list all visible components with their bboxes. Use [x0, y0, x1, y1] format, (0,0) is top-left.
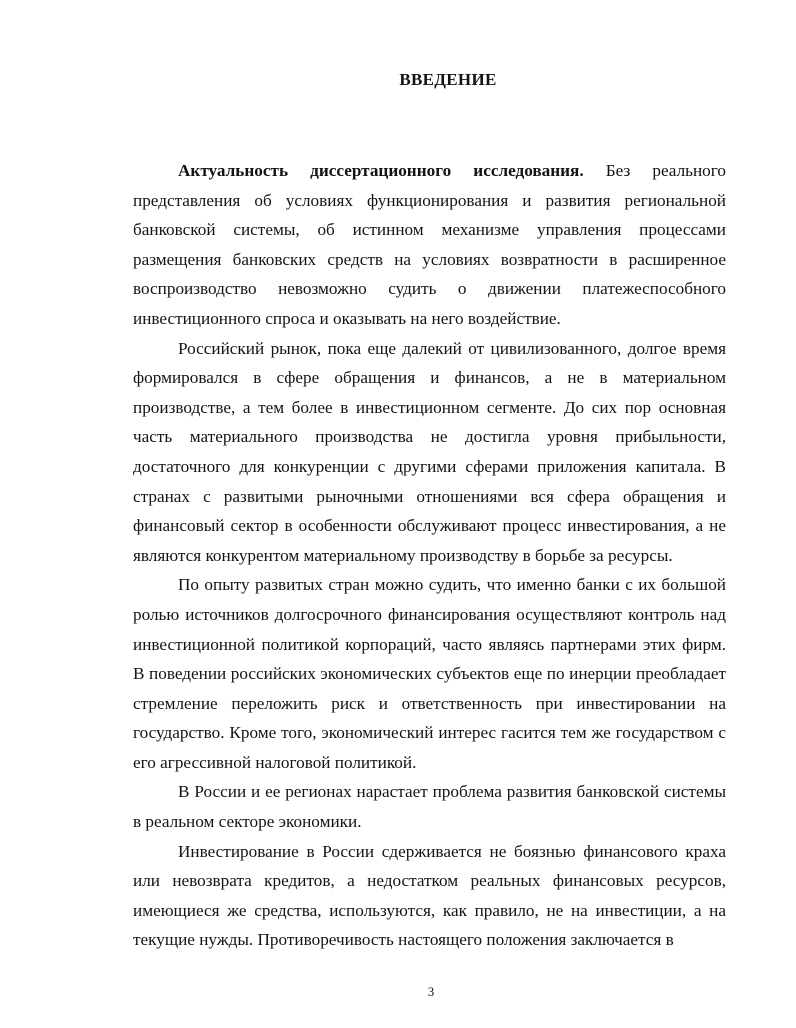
paragraph-relevance — [133, 156, 726, 334]
paragraph-text: Без реального представления об условиях функционирования и развития региональной банковской системы, об истинном механизме управления процессами размещения банковских средств на условиях возвратности в расширенное воспроизводство невозможно судить о движении платежеспособного инвестиционного спроса и оказывать на него воздействие. — [133, 161, 726, 328]
paragraph-lead: Актуальность диссертационного исследования. — [178, 161, 584, 180]
paragraph-developed-countries — [133, 570, 726, 777]
paragraph-regions — [133, 777, 726, 836]
paragraph-text: Российский рынок, пока еще далекий от цивилизованного, долгое время формировался в сфере обращения и финансов, а не в материальном производстве, а тем более в инвестиционном сегменте. До сих пор основная часть материального производства не достигла уровня прибыльности, достаточного для конкуренции с другими сферами приложения капитала. В странах с развитыми рыночными отношениями вся сфера обращения и финансовый сектор в особенности обслуживают процесс инвестирования, а не являются конкурентом материальному производству в борьбе за ресурсы. — [133, 338, 726, 565]
paragraph-text: Инвестирование в России сдерживается не боязнью финансового краха или невозврата кредитов, а недостатком реальных финансовых ресурсов, имеющиеся же средства, используются, как правило, не на инвестиции, а на текущие нужды. Противоречивость настоящего положения заключается в — [133, 841, 726, 950]
body-text — [133, 156, 726, 955]
paragraph-russian-market — [133, 334, 726, 571]
paragraph-text: В России и ее регионах нарастает проблема развития банковской системы в реальном секторе экономики. — [133, 782, 726, 832]
page-number: 3 — [427, 984, 435, 999]
paragraph-text: По опыту развитых стран можно судить, что именно банки с их большой ролью источников долгосрочного финансирования осуществляют контроль над инвестиционной политикой корпораций, часто являясь партнерами этих фирм. В поведении российских экономических субъектов еще по инерции преобладает стремление переложить риск и ответственность при инвестировании на государство. Кроме того, экономический интерес гасится тем же государством с его агрессивной налоговой политикой. — [133, 575, 726, 772]
paragraph-investment — [133, 837, 726, 955]
page-title: ВВЕДЕНИЕ — [399, 70, 497, 89]
